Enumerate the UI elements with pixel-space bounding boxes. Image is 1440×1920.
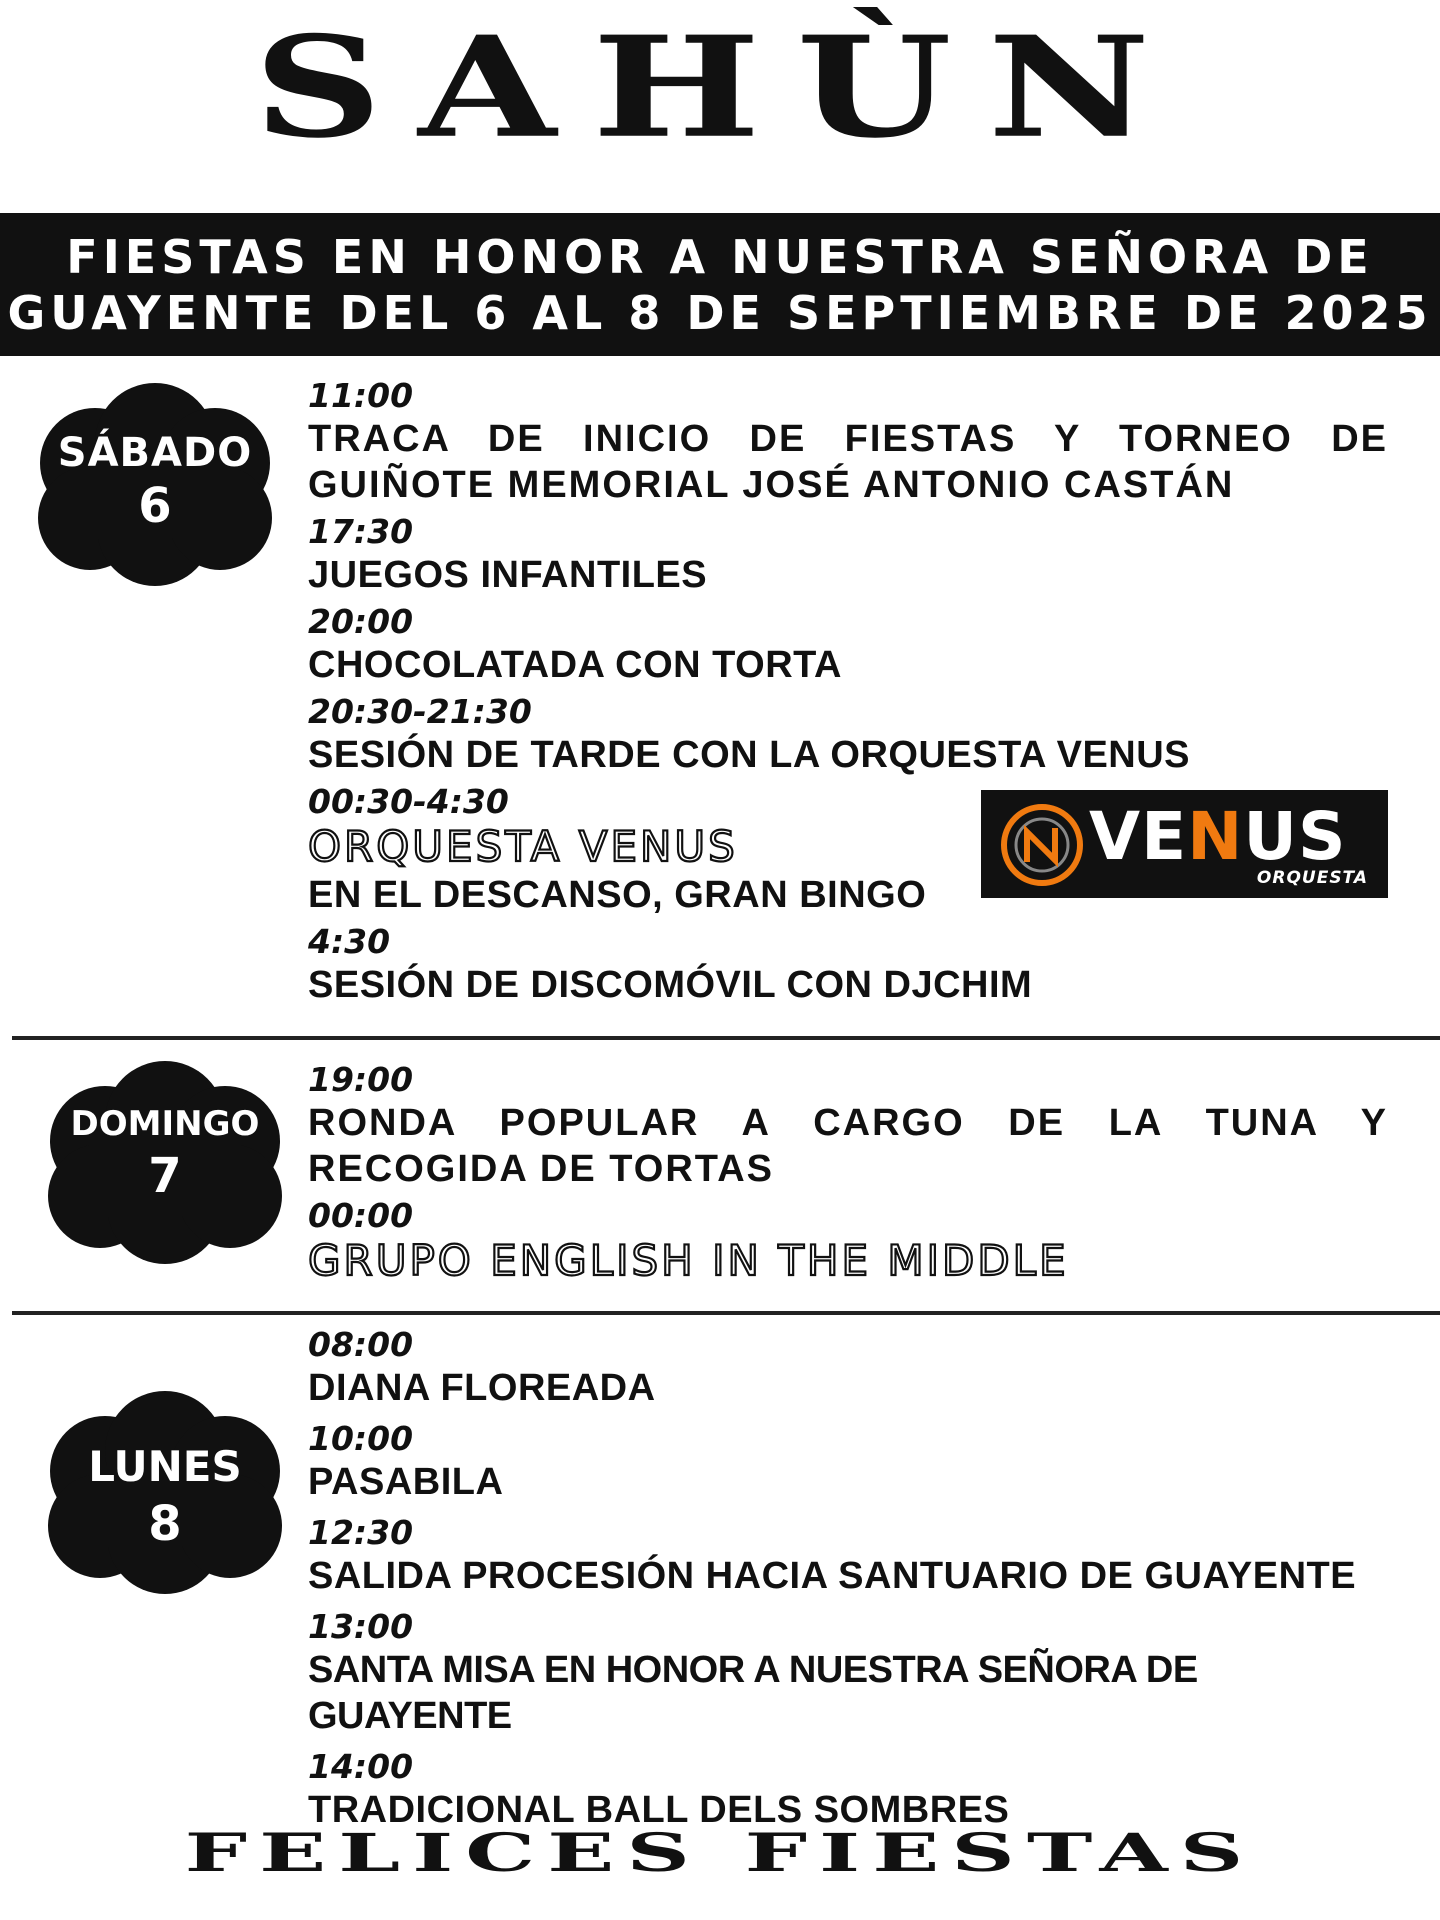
event-time: 12:30 (308, 1513, 414, 1552)
venus-letters-1: VE (1089, 798, 1188, 875)
event-text: TRADICIONAL BALL DELS SOMBRES (308, 1789, 1010, 1831)
event-item (308, 922, 1388, 1008)
event-item (308, 376, 1388, 508)
event-time: 11:00 (308, 376, 414, 415)
venus-subtitle: ORQUESTA (1256, 868, 1368, 888)
event-time: 10:00 (308, 1419, 414, 1458)
event-time: 4:30 (308, 922, 391, 961)
event-banner (0, 213, 1440, 356)
section-divider (12, 1311, 1440, 1315)
event-time: 20:30-21:30 (308, 692, 532, 731)
venus-wordmark (1089, 798, 1347, 875)
event-time: 14:00 (308, 1747, 414, 1786)
event-text: RONDA POPULAR A CARGO DE LA TUNA Y RECOGIDA DE TORTAS (308, 1102, 1388, 1190)
venus-letters-2: US (1243, 798, 1347, 875)
event-text: SALIDA PROCESIÓN HACIA SANTUARIO DE GUAYENTE (308, 1555, 1357, 1597)
event-text: SESIÓN DE DISCOMÓVIL CON DJCHIM (308, 964, 1033, 1006)
day-badge-sunday (40, 1056, 290, 1266)
event-text: EN EL DESCANSO, GRAN BINGO (308, 874, 927, 916)
event-text: CHOCOLATADA CON TORTA (308, 644, 843, 686)
event-time: 08:00 (308, 1325, 414, 1364)
cloud-shape (40, 1386, 290, 1596)
event-text: TRACA DE INICIO DE FIESTAS Y TORNEO DE GUIÑOTE MEMORIAL JOSÉ ANTONIO CASTÁN (308, 418, 1388, 506)
day-name: LUNES (88, 1442, 242, 1491)
event-text: SESIÓN DE TARDE CON LA ORQUESTA VENUS (308, 734, 1191, 776)
event-text-featured: GRUPO ENGLISH IN THE MIDDLE (308, 1236, 1069, 1285)
event-item (308, 1419, 1388, 1505)
event-item (308, 1060, 1388, 1192)
banner-line-1: FIESTAS EN HONOR A NUESTRA SEÑORA DE (66, 229, 1374, 284)
event-time: 19:00 (308, 1060, 414, 1099)
day-number: 7 (148, 1148, 182, 1204)
event-time: 00:00 (308, 1196, 414, 1235)
event-text: DIANA FLOREADA (308, 1367, 656, 1409)
event-item (308, 1513, 1388, 1599)
event-time: 17:30 (308, 512, 414, 551)
events-sunday (308, 1060, 1388, 1286)
vinyl-record-icon (997, 800, 1087, 890)
events-monday (308, 1325, 1388, 1833)
venus-letter-n: N (1187, 798, 1244, 875)
day-badge-saturday (30, 378, 280, 588)
event-text: PASABILA (308, 1461, 504, 1503)
event-item (308, 1196, 1388, 1286)
events-saturday (308, 376, 1388, 1008)
event-item (308, 1325, 1388, 1411)
banner-line-2: GUAYENTE DEL 6 AL 8 DE SEPTIEMBRE DE 2025 (7, 285, 1433, 340)
event-time: 20:00 (308, 602, 414, 641)
footer-greeting: FELICES FIESTAS (184, 1821, 1256, 1884)
event-text-featured: ORQUESTA VENUS (308, 822, 738, 871)
event-text: JUEGOS INFANTILES (308, 554, 708, 596)
event-time: 00:30-4:30 (308, 782, 509, 821)
day-number: 8 (148, 1496, 182, 1552)
event-time: 13:00 (308, 1607, 414, 1646)
event-text: SANTA MISA EN HONOR A NUESTRA SEÑORA DE GUAYENTE (308, 1649, 1198, 1737)
day-number: 6 (138, 478, 172, 534)
event-item (308, 602, 1388, 688)
page-title: SAHÙN (253, 5, 1187, 169)
day-name: DOMINGO (70, 1104, 260, 1144)
section-divider (12, 1036, 1440, 1040)
event-item (308, 1747, 1388, 1833)
day-badge-monday (40, 1386, 290, 1596)
event-item (308, 512, 1388, 598)
day-name: SÁBADO (57, 430, 253, 476)
event-item (308, 692, 1388, 778)
venus-logo (981, 790, 1388, 898)
event-item (308, 1607, 1388, 1739)
